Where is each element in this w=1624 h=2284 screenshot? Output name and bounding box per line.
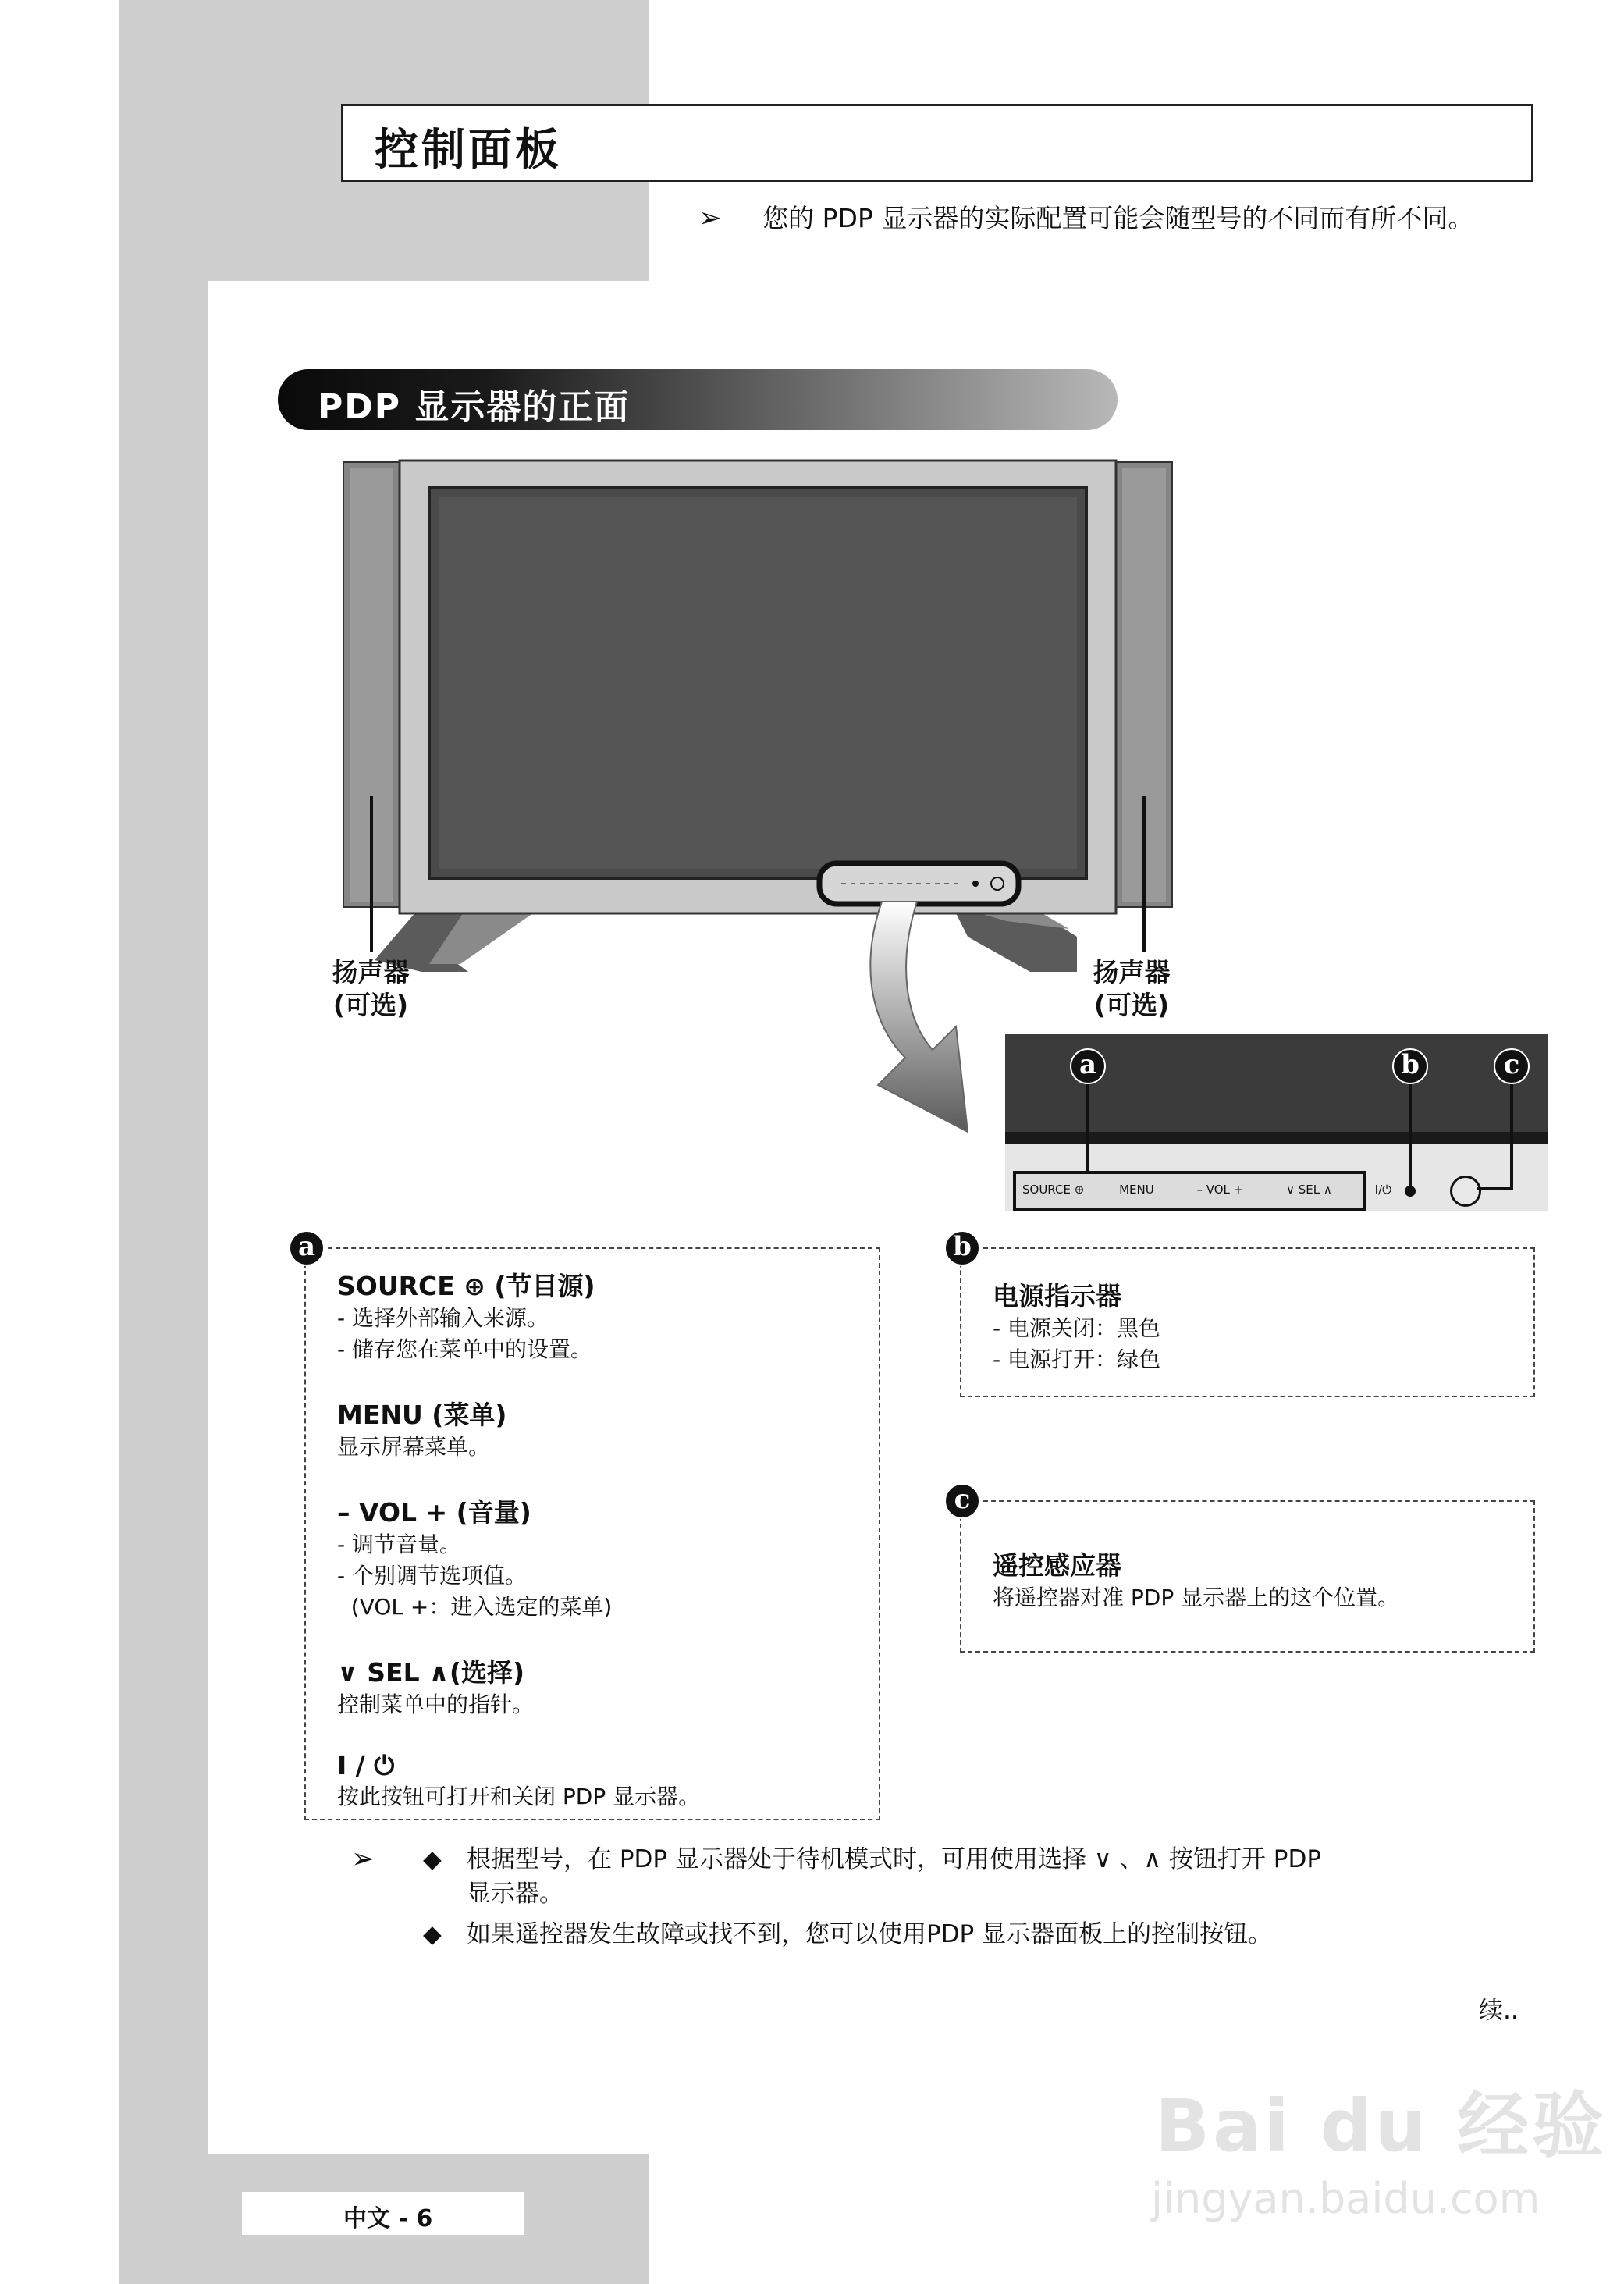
note-1-line-1: 根据型号，在 PDP 显示器处于待机模式时，可用使用选择 ∨ 、∧ 按钮打开 PDP xyxy=(467,1845,1322,1873)
leader-c xyxy=(1510,1081,1513,1190)
power-heading: I / ⏻ xyxy=(337,1750,395,1781)
page-left-band xyxy=(119,0,208,2284)
box-c-badge: c xyxy=(944,1483,980,1519)
vol-line-2: - 个别调节选项值。 xyxy=(337,1563,528,1588)
bottom-notes xyxy=(351,1842,1321,1951)
bullet-icon: ◆ xyxy=(423,1920,442,1948)
bullet-icon: ◆ xyxy=(423,1845,442,1873)
speaker-left-label xyxy=(320,956,421,1022)
intro-note-text: 您的 PDP 显示器的实际配置可能会随型号的不同而有所不同。 xyxy=(762,203,1474,233)
box-c-content xyxy=(993,1546,1399,1613)
speaker-right-label xyxy=(1081,956,1182,1022)
callout-c: c xyxy=(1494,1048,1530,1084)
remote-sensor-line: 将遥控器对准 PDP 显示器上的这个位置。 xyxy=(993,1585,1400,1610)
note-arrow-icon: ➢ xyxy=(698,202,723,234)
source-line-1: - 选择外部输入来源。 xyxy=(337,1305,549,1331)
page-title: 控制面板 xyxy=(375,125,562,176)
note-item-1 xyxy=(351,1842,1321,1911)
leader-b xyxy=(1409,1081,1412,1186)
notes-arrow-icon: ➢ xyxy=(351,1843,375,1875)
speaker-right-optional: (可选) xyxy=(1093,990,1170,1020)
box-b-content xyxy=(993,1276,1160,1375)
power-on-line: - 电源打开：绿色 xyxy=(993,1347,1161,1372)
page-number: 中文 - 6 xyxy=(343,2205,433,2232)
speaker-left-optional: (可选) xyxy=(332,990,409,1020)
vol-buttons[interactable]: – VOL + xyxy=(1196,1183,1244,1197)
section-title: PDP 显示器的正面 xyxy=(318,387,631,427)
source-button[interactable]: SOURCE ⊕ xyxy=(1022,1183,1085,1197)
box-a-badge: a xyxy=(289,1230,325,1266)
sel-line-1: 控制菜单中的指针。 xyxy=(337,1692,535,1717)
vol-heading: – VOL + (音量) xyxy=(337,1497,531,1528)
remote-sensor xyxy=(1450,1176,1481,1207)
pdp-monitor-illustration xyxy=(328,453,1194,1015)
power-indicator-led xyxy=(1405,1186,1416,1197)
baidu-watermark-logo: Bai du 经验 xyxy=(1155,2084,1608,2168)
note-2-line-1: 如果遥控器发生故障或找不到，您可以使用PDP 显示器面板上的控制按钮。 xyxy=(467,1920,1273,1948)
leader-c-h xyxy=(1477,1187,1513,1190)
source-heading: SOURCE ⊕ (节目源) xyxy=(337,1271,595,1301)
power-line-1: 按此按钮可打开和关闭 PDP 显示器。 xyxy=(337,1784,701,1809)
zoom-arrow-icon xyxy=(851,894,1007,1144)
sel-buttons[interactable]: ∨ SEL ∧ xyxy=(1286,1183,1332,1197)
callout-a: a xyxy=(1070,1048,1106,1084)
control-buttons-row xyxy=(1022,1183,1391,1197)
callout-b: b xyxy=(1392,1048,1428,1084)
box-b-badge: b xyxy=(944,1230,980,1266)
power-off-line: - 电源关闭：黑色 xyxy=(993,1315,1161,1341)
continued-text: 续.. xyxy=(1479,1997,1519,2025)
power-button[interactable]: I/⏻ xyxy=(1374,1183,1391,1197)
box-a-content xyxy=(337,1266,700,1813)
menu-button[interactable]: MENU xyxy=(1119,1183,1154,1197)
source-line-2: - 储存您在菜单中的设置。 xyxy=(337,1336,593,1362)
speaker-right-title: 扬声器 xyxy=(1093,957,1171,987)
speaker-left-title: 扬声器 xyxy=(332,957,410,987)
vol-line-1: - 调节音量。 xyxy=(337,1532,462,1557)
sel-heading: ∨ SEL ∧(选择) xyxy=(337,1657,525,1688)
note-1-line-2: 显示器。 xyxy=(467,1880,563,1908)
power-indicator-heading: 电源指示器 xyxy=(993,1281,1121,1311)
menu-line-1: 显示屏幕菜单。 xyxy=(337,1434,491,1460)
note-item-2 xyxy=(351,1917,1321,1951)
intro-note xyxy=(698,198,1473,235)
vol-line-3: (VOL +：进入选定的菜单) xyxy=(337,1594,613,1620)
leader-a xyxy=(1086,1081,1089,1173)
menu-heading: MENU (菜单) xyxy=(337,1400,507,1430)
remote-sensor-heading: 遥控感应器 xyxy=(993,1550,1121,1581)
baidu-watermark-url: jingyan.baidu.com xyxy=(1151,2174,1540,2223)
